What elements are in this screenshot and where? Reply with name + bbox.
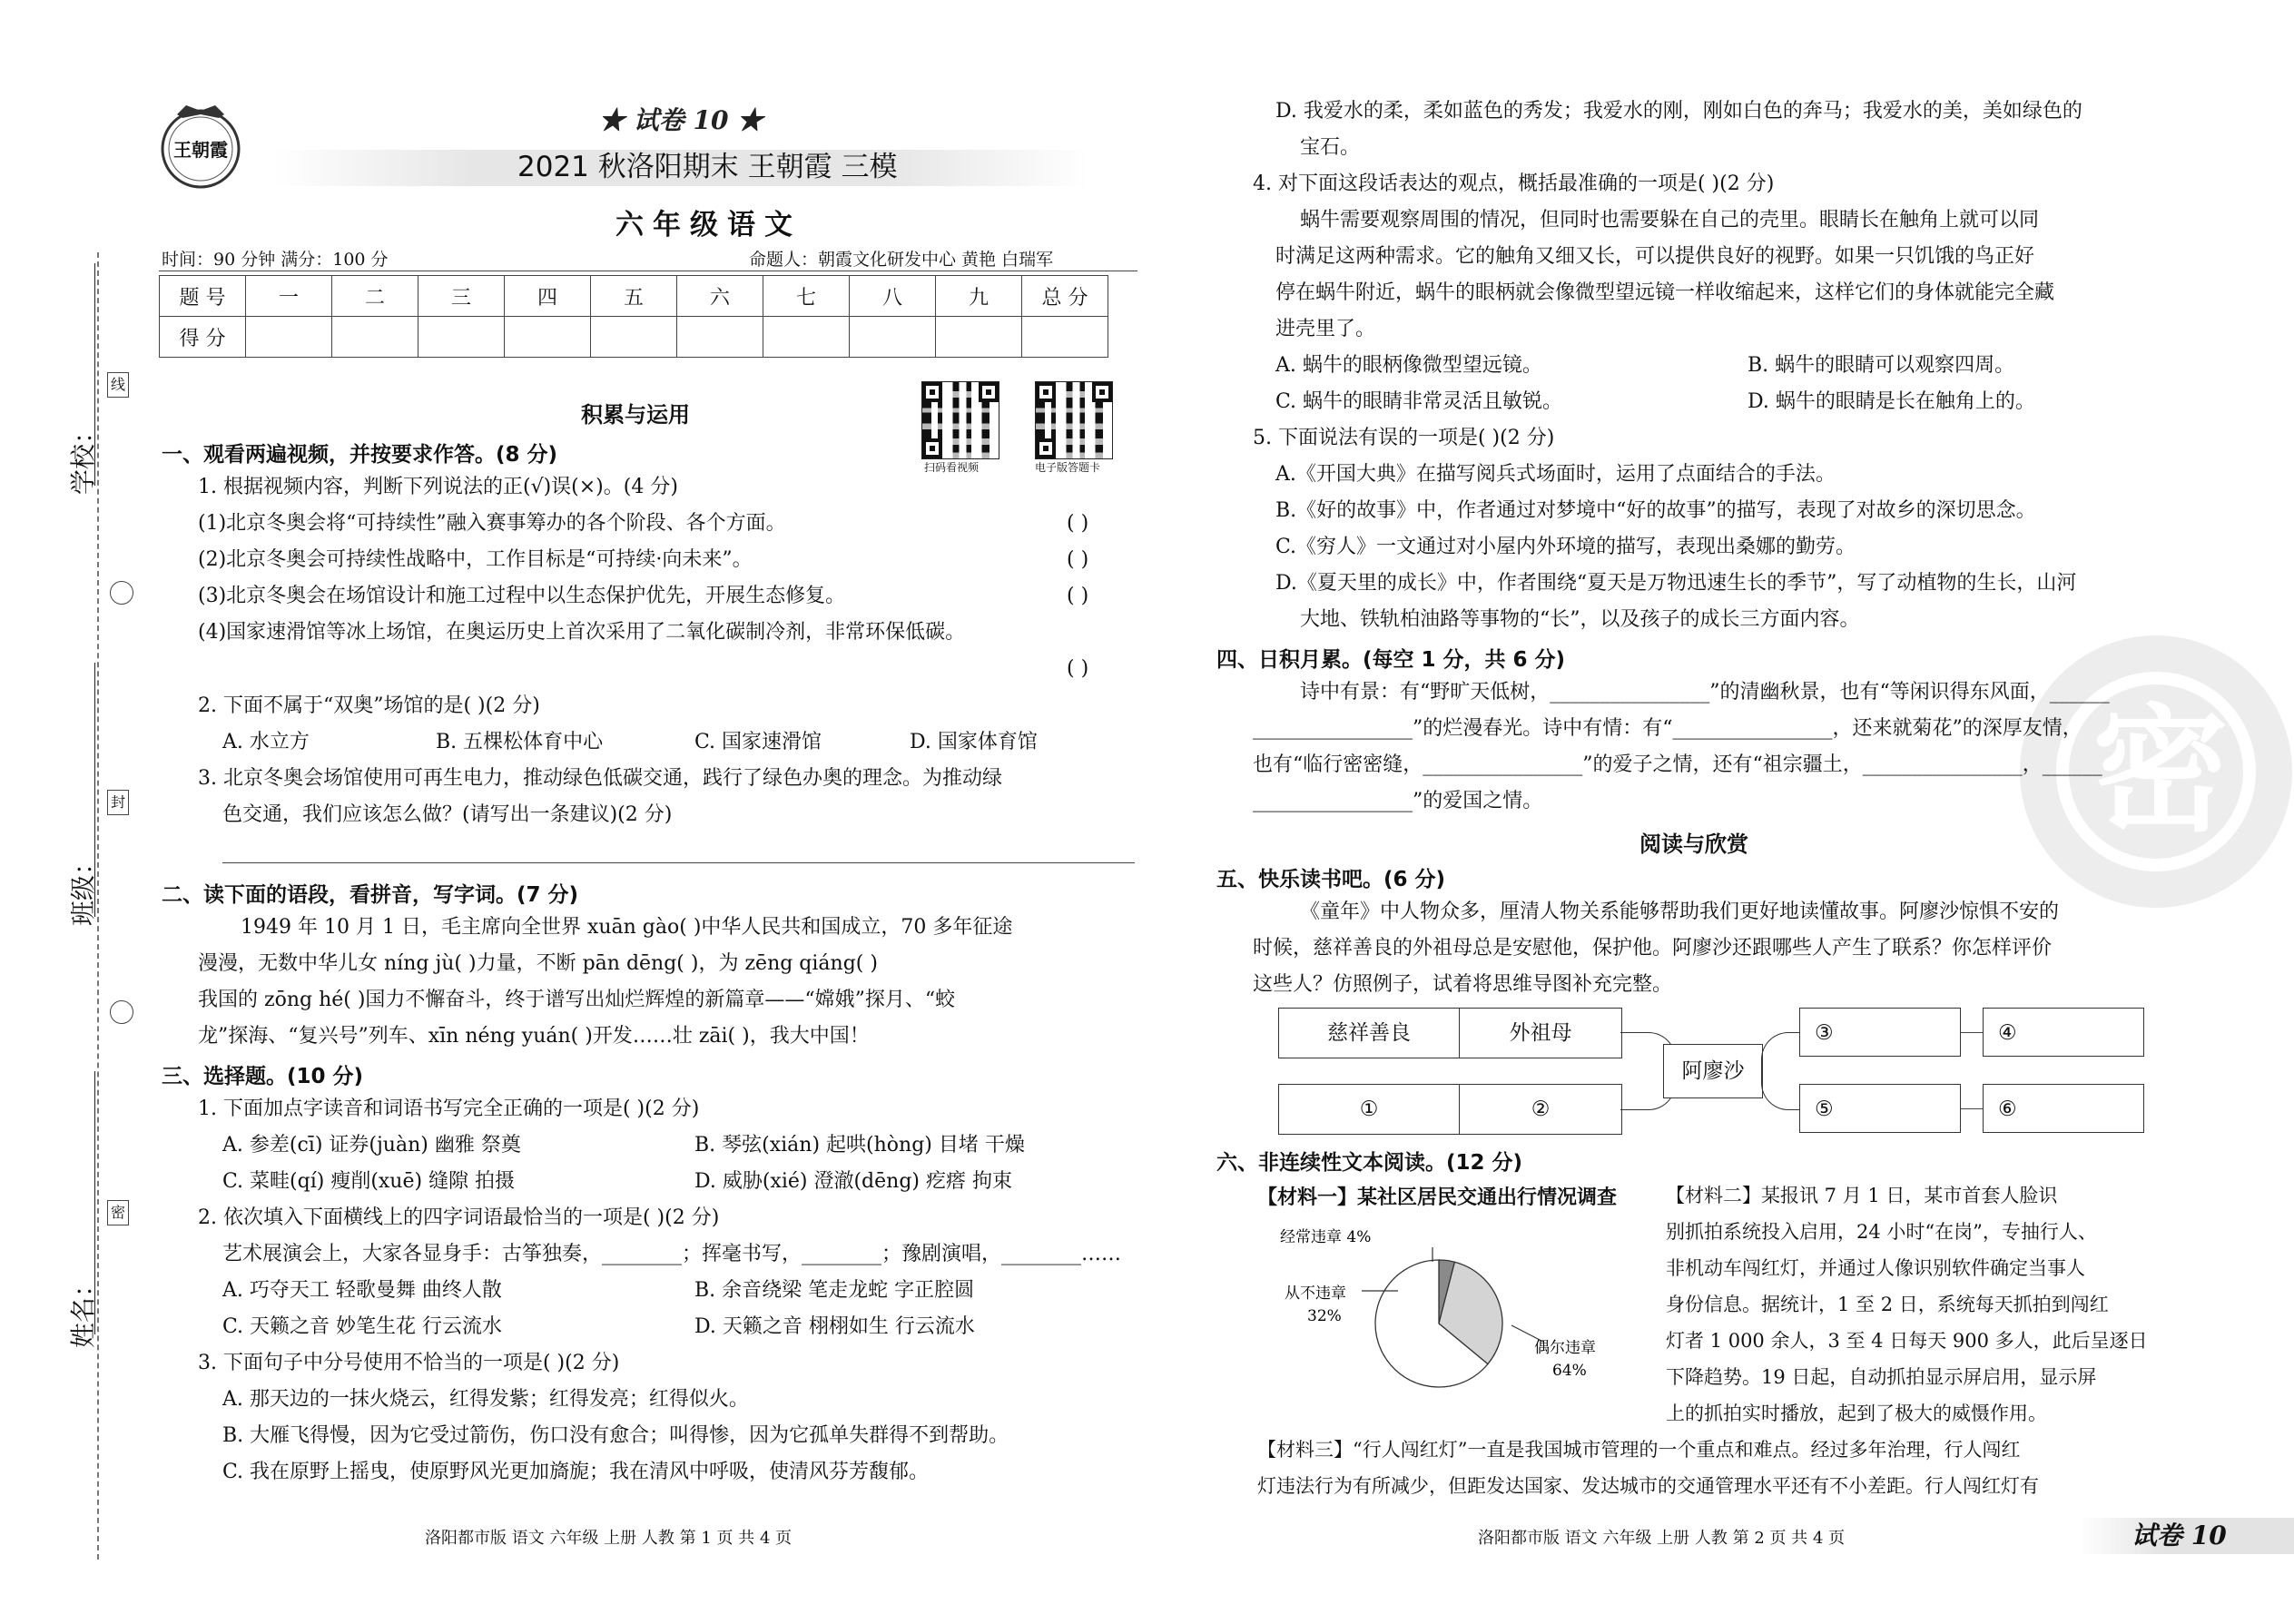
option[interactable]: A. 水立方 [222, 731, 310, 753]
score-cell[interactable] [850, 317, 936, 358]
time-score: 时间：90 分钟 满分：100 分 [162, 250, 389, 270]
q2-line: 1949 年 10 月 1 日，毛主席向全世界 xuān gào( )中华人民共和国成立，70 多年征途 [241, 916, 1013, 939]
pie-value-occasional: 64% [1552, 1362, 1587, 1380]
q4-title: 四、日积月累。(每空 1 分，共 6 分) [1216, 648, 1566, 672]
option[interactable]: B.《好的故事》中，作者通过对梦境中“好的故事”的描写，表现了对故乡的深切思念。 [1275, 499, 2036, 522]
score-cell[interactable] [591, 317, 677, 358]
q3-5-stem: 5. 下面说法有误的一项是( )(2 分) [1253, 427, 1555, 449]
subject-title: 六年级语文 [615, 209, 802, 241]
mindmap-box: 外祖母 [1459, 1008, 1622, 1058]
option[interactable]: A. 那天边的一抹火烧云，红得发紫；红得发亮；红得似火。 [222, 1388, 749, 1411]
passage-line: 蜗牛需要观察周围的情况，但同时也需要躲在自己的壳里。眼睛长在触角上就可以同 [1300, 209, 2040, 231]
q3-option-d[interactable]: D. 我爱水的柔，柔如蓝色的秀发；我爱水的刚，刚如白色的奔马；我爱水的美，美如绿色的 [1275, 100, 2082, 123]
option[interactable]: D. 威胁(xié) 澄澈(dēng) 疙瘩 拘束 [694, 1170, 1012, 1193]
score-cell[interactable] [1022, 317, 1108, 358]
score-header-cell: 总 分 [1022, 276, 1108, 317]
pie-label-occasional: 偶尔违章 [1534, 1339, 1596, 1357]
passage-line: 时满足这两种需求。它的触角又细又长，可以提供良好的视野。如果一只饥饿的鸟正好 [1275, 245, 2035, 268]
q3-line: 1. 下面加点字读音和词语书写完全正确的一项是( )(2 分) [198, 1097, 700, 1120]
name-underline [94, 1071, 95, 1334]
qr-caption-video: 扫码看视频 [924, 461, 980, 474]
material-2-line: 别抓拍系统投入启用，24 小时“在岗”，专抽行人、 [1666, 1221, 2097, 1243]
mindmap-center: 阿廖沙 [1663, 1044, 1763, 1098]
q3-option-d-cont: 宝石。 [1300, 136, 1361, 159]
score-header-cell: 题 号 [160, 276, 246, 317]
q6-title: 六、非连续性文本阅读。(12 分) [1216, 1151, 1523, 1175]
mindmap-answer-box[interactable]: ② [1459, 1084, 1622, 1135]
section-title-accumulation: 积累与运用 [581, 402, 690, 428]
svg-text:王朝霞: 王朝霞 [173, 139, 228, 161]
q2-line: 我国的 zōng hé( )国力不懈奋斗，终于谱写出灿烂辉煌的新篇章——“嫦娥”探月、“蛟 [198, 989, 956, 1011]
score-cell[interactable] [763, 317, 850, 358]
score-cell[interactable] [246, 317, 332, 358]
q4-line[interactable]: ________________”的爱国之情。 [1253, 790, 1543, 812]
score-cell[interactable] [418, 317, 505, 358]
option[interactable]: A. 参差(cī) 证券(juàn) 幽雅 祭奠 [222, 1134, 521, 1156]
q1-sub2: 2. 下面不属于“双奥”场馆的是( )(2 分) [198, 694, 540, 717]
corner-paper-number: 试卷 10 [2132, 1521, 2227, 1550]
brand-logo [159, 102, 242, 192]
q5-line: 《童年》中人物众多，厘清人物关系能够帮助我们更好地读懂故事。阿廖沙惊惧不安的 [1300, 901, 2060, 923]
q1-title: 一、观看两遍视频，并按要求作答。(8 分) [162, 443, 558, 467]
school-underline [94, 263, 95, 486]
score-header-cell: 六 [677, 276, 763, 317]
option[interactable]: D.《夏天里的成长》中，作者围绕“夏天是万物迅速生长的季节”，写了动植物的生长，山河 [1275, 572, 2077, 595]
answer-paren[interactable]: ( ) [1067, 512, 1089, 535]
passage-line: 停在蜗牛附近，蜗牛的眼柄就会像微型望远镜一样收缩起来，这样它们的身体就能完全藏 [1275, 281, 2055, 304]
binding-hole [110, 581, 133, 605]
mindmap-answer-box[interactable]: ④ [1983, 1008, 2144, 1057]
q5-line: 这些人？仿照例子，试着将思维导图补充完整。 [1253, 973, 1673, 996]
option[interactable]: C. 天籁之音 妙笔生花 行云流水 [222, 1315, 503, 1338]
class-underline [94, 663, 95, 917]
name-label: 姓名： [68, 1271, 98, 1348]
section-title-reading: 阅读与欣赏 [1639, 832, 1748, 857]
option[interactable]: B. 大雁飞得慢，因为它受过箭伤，伤口没有愈合；叫得惨，因为它孤单失群得不到帮助。 [222, 1424, 1009, 1447]
material-2-line: 身份信息。据统计，1 至 2 日，系统每天抓拍到闯红 [1666, 1294, 2109, 1315]
score-cell[interactable] [332, 317, 418, 358]
score-header-cell: 七 [763, 276, 850, 317]
score-row-label: 得 分 [160, 317, 246, 358]
option[interactable]: C. 菜畦(qí) 瘦削(xuē) 缝隙 拍摄 [222, 1170, 516, 1193]
q3-title: 三、选择题。(10 分) [162, 1065, 364, 1088]
material-2-line: 【材料二】某报讯 7 月 1 日，某市首套人脸识 [1666, 1185, 2058, 1206]
score-cell[interactable] [936, 317, 1022, 358]
option-cont: 大地、铁轨柏油路等事物的“长”，以及孩子的成长三方面内容。 [1300, 608, 1860, 631]
q2-line: 漫漫，无数中华儿女 níng jù( )力量，不断 pān dēng( )，为 zēng qiáng( ) [198, 952, 878, 975]
pie-value-never: 32% [1307, 1307, 1342, 1325]
score-header-cell: 四 [505, 276, 591, 317]
score-cell[interactable] [677, 317, 763, 358]
paper-title: 2021 秋洛阳期末 王朝霞 三模 [517, 151, 898, 183]
q3-4-stem: 4. 对下面这段话表达的观点，概括最准确的一项是( )(2 分) [1253, 172, 1775, 195]
mindmap-answer-box[interactable]: ⑥ [1983, 1084, 2144, 1133]
option[interactable]: D. 天籁之音 栩栩如生 行云流水 [694, 1315, 975, 1338]
q1-item: (2)北京冬奥会可持续性战略中，工作目标是“可持续·向未来”。 [198, 548, 753, 571]
pie-chart [1271, 1216, 1670, 1416]
paper-series: ★ 试卷 10 ★ [599, 105, 763, 135]
option[interactable]: C. 国家速滑馆 [694, 731, 822, 753]
answer-paren[interactable]: ( ) [1067, 657, 1089, 680]
pie-chart-svg [1271, 1216, 1670, 1416]
option[interactable]: C.《穷人》一文通过对小屋内外环境的描写，表现出桑娜的勤劳。 [1275, 536, 1856, 558]
score-header-cell: 九 [936, 276, 1022, 317]
class-label: 班级： [68, 849, 98, 926]
material-2-line: 下降趋势。19 日起，自动抓拍显示屏启用，显示屏 [1666, 1366, 2097, 1388]
mindmap-connector [1761, 1032, 1800, 1110]
qr-caption-answer-card: 电子版答题卡 [1035, 461, 1101, 474]
score-cell[interactable] [505, 317, 591, 358]
q1-sub1: 1. 根据视频内容，判断下列说法的正(√)误(×)。(4 分) [198, 476, 678, 498]
material-3-line: 灯违法行为有所减少，但距发达国家、发达城市的交通管理水平还有不小差距。行人闯红灯有 [1257, 1475, 2039, 1497]
q1-sub3: 色交通，我们应该怎么做？(请写出一条建议)(2 分) [222, 803, 673, 826]
q3-line: 2. 依次填入下面横线上的四字词语最恰当的一项是( )(2 分) [198, 1206, 720, 1229]
material-2-line: 灯者 1 000 余人，3 至 4 日每天 900 多人，此后呈逐日 [1666, 1330, 2148, 1352]
q4-line[interactable]: 也有“临行密密缝，________________”的爱子之情，还有“祖宗疆土，________________，______ [1253, 753, 2102, 776]
binding-hole [110, 1000, 133, 1024]
material-2-line: 上的抓拍实时播放，起到了极大的威慑作用。 [1666, 1403, 2047, 1424]
page-footer-right: 洛阳都市版 语文 六年级 上册 人教 第 2 页 共 4 页 [1478, 1529, 1846, 1548]
material-2-line: 非机动车闯红灯，并通过人像识别软件确定当事人 [1666, 1257, 2085, 1279]
material-3-line: 【材料三】“行人闯红灯”一直是我国城市管理的一个重点和难点。经过多年治理，行人闯红 [1257, 1439, 2021, 1461]
qr-code-video[interactable] [921, 381, 999, 459]
q1-sub3: 3. 北京冬奥会场馆使用可再生电力，推动绿色低碳交通，践行了绿色办奥的理念。为推动绿 [198, 767, 1002, 790]
seal-mark-line: 线 [107, 372, 129, 398]
passage-line: 进壳里了。 [1275, 318, 1376, 340]
option[interactable]: B. 蜗牛的眼睛可以观察四周。 [1748, 354, 2015, 377]
material-1-title: 【材料一】某社区居民交通出行情况调查 [1257, 1186, 1618, 1209]
page-footer-left: 洛阳都市版 语文 六年级 上册 人教 第 1 页 共 4 页 [425, 1529, 793, 1548]
q3-line: 艺术展演会上，大家各显身手：古筝独奏，________；挥毫书写，________；豫剧演唱，________…… [222, 1243, 1122, 1265]
q4-line[interactable]: 诗中有景：有“野旷天低树，________________”的清幽秋景，也有“等闲识得东风面，______ [1300, 681, 2110, 704]
q5-title: 五、快乐读书吧。(6 分) [1216, 868, 1446, 891]
answer-paren[interactable]: ( ) [1067, 585, 1089, 607]
seal-mark-secret: 密 [107, 1200, 129, 1225]
mindmap-answer-box[interactable]: ⑤ [1799, 1084, 1961, 1133]
score-header-cell: 八 [850, 276, 936, 317]
q4-line[interactable]: ________________”的烂漫春光。诗中有情：有“________________，还来就菊花”的深厚友情， [1253, 717, 2082, 740]
option[interactable]: A.《开国大典》在描写阅兵式场面时，运用了点面结合的手法。 [1275, 463, 1836, 486]
option[interactable]: C. 我在原野上摇曳，使原野风光更加旖旎；我在清风中呼吸，使清风芬芳馥郁。 [222, 1461, 930, 1483]
mindmap-box: 慈祥善良 [1278, 1008, 1460, 1058]
option[interactable]: B. 琴弦(xián) 起哄(hòng) 目堵 干燥 [694, 1134, 1025, 1156]
option[interactable]: A. 巧夺天工 轻歌曼舞 曲终人散 [222, 1279, 502, 1302]
qr-code-answer-card[interactable] [1035, 381, 1113, 459]
score-header-cell: 五 [591, 276, 677, 317]
q1-item: (4)国家速滑馆等冰上场馆，在奥运历史上首次采用了二氧化碳制冷剂，非常环保低碳。 [198, 621, 966, 644]
q5-line: 时候，慈祥善良的外祖母总是安慰他，保护他。阿廖沙还跟哪些人产生了联系？你怎样评价 [1253, 937, 2053, 960]
option[interactable]: A. 蜗牛的眼柄像微型望远镜。 [1275, 354, 1542, 377]
option[interactable]: B. 五棵松体育中心 [436, 731, 604, 753]
mindmap-link [1961, 1032, 1983, 1033]
answer-paren[interactable]: ( ) [1067, 548, 1089, 571]
score-header-cell: 三 [418, 276, 505, 317]
school-label: 学校： [68, 418, 98, 495]
q1-item: (1)北京冬奥会将“可持续性”融入赛事筹办的各个阶段、各个方面。 [198, 512, 786, 535]
mindmap-answer-box[interactable]: ① [1278, 1084, 1460, 1135]
score-header-cell: 一 [246, 276, 332, 317]
q3-line: 3. 下面句子中分号使用不恰当的一项是( )(2 分) [198, 1352, 620, 1374]
q2-line: 龙”探海、“复兴号”列车、xīn néng yuán( )开发……壮 zāi( )，我大中国！ [198, 1025, 870, 1048]
pie-label-frequent: 经常违章 4% [1280, 1228, 1372, 1246]
answer-line[interactable] [222, 862, 1135, 863]
mindmap-link [1961, 1108, 1983, 1109]
q1-item: (3)北京冬奥会在场馆设计和施工过程中以生态保护优先，开展生态修复。 [198, 585, 846, 607]
option[interactable]: D. 国家体育馆 [910, 731, 1038, 753]
authors: 命题人：朝霞文化研发中心 黄艳 白瑞军 [749, 250, 1054, 270]
seal-mark-seal: 封 [107, 790, 129, 815]
score-table [159, 275, 1108, 358]
option[interactable]: B. 余音绕梁 笔走龙蛇 字正腔圆 [694, 1279, 975, 1302]
seal-glyph: 密 [2092, 693, 2230, 851]
option[interactable]: C. 蜗牛的眼睛非常灵活且敏锐。 [1275, 390, 1563, 413]
score-header-cell: 二 [332, 276, 418, 317]
option[interactable]: D. 蜗牛的眼睛是长在触角上的。 [1748, 390, 2035, 413]
pie-label-never: 从不违章 [1285, 1284, 1346, 1303]
q2-title: 二、读下面的语段，看拼音，写字词。(7 分) [162, 883, 579, 907]
mindmap-answer-box[interactable]: ③ [1799, 1008, 1961, 1057]
